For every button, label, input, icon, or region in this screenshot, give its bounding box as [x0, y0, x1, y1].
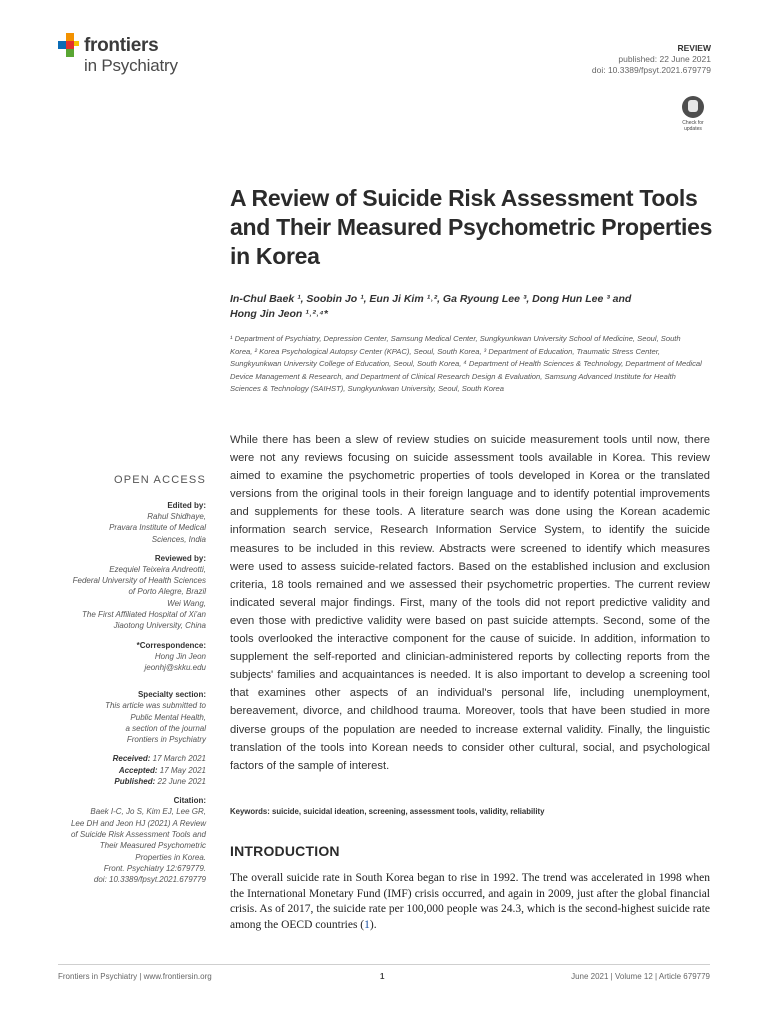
citation-doi-link[interactable]: doi: 10.3389/fpsyt.2021.679779	[93, 875, 206, 885]
reviewer-info: Ezequiel Teixeira Andreotti, Federal University of Health Sciences of Porto Alegre, Brazil Wei Wang, The First Affiliated Hospital of Xi'an Jiaotong University, China	[72, 564, 206, 631]
footer-journal[interactable]: Frontiers in Psychiatry | www.frontiersin.org	[58, 972, 212, 981]
open-access-label: OPEN ACCESS	[113, 474, 206, 486]
accepted-date: Accepted: 17 May 2021	[118, 765, 206, 775]
check-updates-icon	[682, 96, 704, 118]
edited-by-label: Edited by:	[167, 501, 206, 510]
check-updates-label-1: Check for	[682, 120, 704, 126]
author-line-1: In-Chul Baek ¹, Soobin Jo ¹, Eun Ji Kim ¹˒², Ga Ryoung Lee ³, Dong Hun Lee ³ and	[230, 293, 632, 305]
received-date: Received: 17 March 2021	[112, 754, 206, 764]
correspondence-info: Hong Jin Jeon jeonhj@skku.edu	[36, 651, 206, 674]
specialty-section-label: Specialty section:	[137, 690, 206, 700]
introduction-paragraph: The overall suicide rate in South Korea began to rise in 1992. The trend was accelerated in 1998 when the International Monetary Fund (IMF) crisis occurred, and again in 2009, just after the global financial crisis. As of 2017, the suicide rate per 100,000 people was 24.3, which is the second-highest suicide rate among the OECD countries (1).	[230, 872, 710, 931]
correspondence-email-link[interactable]: jeonhj@skku.edu	[144, 662, 206, 672]
article-type: REVIEW	[677, 43, 711, 53]
check-updates-label-2: updates	[684, 126, 702, 132]
specialty-info: This article was submitted to Public Mental Health, a section of the journal Frontiers in Psychiatry	[105, 701, 206, 745]
journal-name-line2: in Psychiatry	[84, 56, 178, 75]
reviewed-by-label: Reviewed by:	[154, 553, 206, 563]
article-meta	[592, 43, 711, 76]
frontiers-logo-icon	[58, 33, 80, 59]
citation-info: Baek I-C, Jo S, Kim EJ, Lee GR, Lee DH and Jeon HJ (2021) A Review of Suicide Risk Assessment Tools and Their Measured Psychometric Properties in Korea. Front. Psychiatry 12:679779. doi: 10.3389/fpsyt.2021.679779	[36, 806, 206, 885]
article-info-sidebar	[36, 474, 206, 885]
introduction-heading: INTRODUCTION	[230, 843, 340, 859]
published-date-sidebar: Published: 22 June 2021	[114, 777, 206, 787]
author-list	[230, 292, 700, 322]
journal-name-line1: frontiers	[84, 35, 159, 56]
footer-issue: June 2021 | Volume 12 | Article 679779	[571, 972, 710, 981]
page-number: 1	[380, 972, 385, 981]
author-line-2: Hong Jin Jeon ¹˒²˒⁴*	[230, 308, 328, 320]
footer-divider	[58, 964, 710, 965]
journal-logo[interactable]	[58, 33, 218, 78]
reference-link[interactable]: 1	[364, 918, 370, 931]
published-date: published: 22 June 2021	[618, 54, 711, 64]
keywords: Keywords: suicide, suicidal ideation, screening, assessment tools, validity, reliability	[230, 807, 545, 816]
affiliations: ¹ Department of Psychiatry, Depression Center, Samsung Medical Center, Sungkyunkwan University School of Medicine, Seoul, South Korea, ² Korea Psychological Autopsy Center (KPAC), Seoul, South Korea, ³ Department of Education, Traumatic Stress Center, Sungkyunkwan University College of Education, Seoul, South Korea, ⁴ Department of Health Sciences & Technology, Department of Medical Device Management & Research, and Department of Clinical Research Design & Evaluation, Samsung Advanced Institute for Health Sciences & Technology (SAIHST), Sungkyunkwan University, Seoul, South Korea	[230, 334, 702, 394]
citation-label: Citation:	[173, 796, 206, 806]
article-doi[interactable]: doi: 10.3389/fpsyt.2021.679779	[591, 65, 711, 75]
abstract: While there has been a slew of review studies on suicide measurement tools until now, there were not any reviews focusing on suicide assessment tools available in Korea. This review aimed to examine the psychometric properties of tools developed in Korea or the translated versions from the original tools in their foreign language and to identify potential improvements and supplements for these tools. A literature search was done using the Korean academic information search service, Research Information Service System, to identify the suicide measures to be included in this review. Abstracts were screened to identify which measures were used to assess suicide-related factors. Based on the established inclusion and exclusion criteria, 18 tools remained and we assessed their psychometric properties. The current review indicated several major findings. First, many of the tools did not report predictive validity and even those with predictive validity were based on past suicide attempts. Second, some of the tools overlooked the interactive component for the cause of suicide. In addition, information to supplement the self-reported and clinician-administered reports by collecting reports from the subjects' families and acquaintances is needed. It is also important to develop a screening tool that examines other aspects of an individual's personal life, including unemployment, bereavement, divorce, and childhood trauma. Moreover, tools that have been studied in more diverse groups of the population are needed to increase external validity. Finally, the linguistic translation of the tools into Korean needs to consider other cultural, social, and psychological factors of the sample of interest.	[230, 434, 710, 772]
article-title: A Review of Suicide Risk Assessment Tools and Their Measured Psychometric Properties in Korea	[230, 185, 713, 269]
editor-info: Rahul Shidhaye, Pravara Institute of Medical Sciences, India	[109, 512, 206, 544]
check-for-updates-button[interactable]	[676, 96, 710, 134]
correspondence-label: *Correspondence:	[136, 640, 206, 650]
